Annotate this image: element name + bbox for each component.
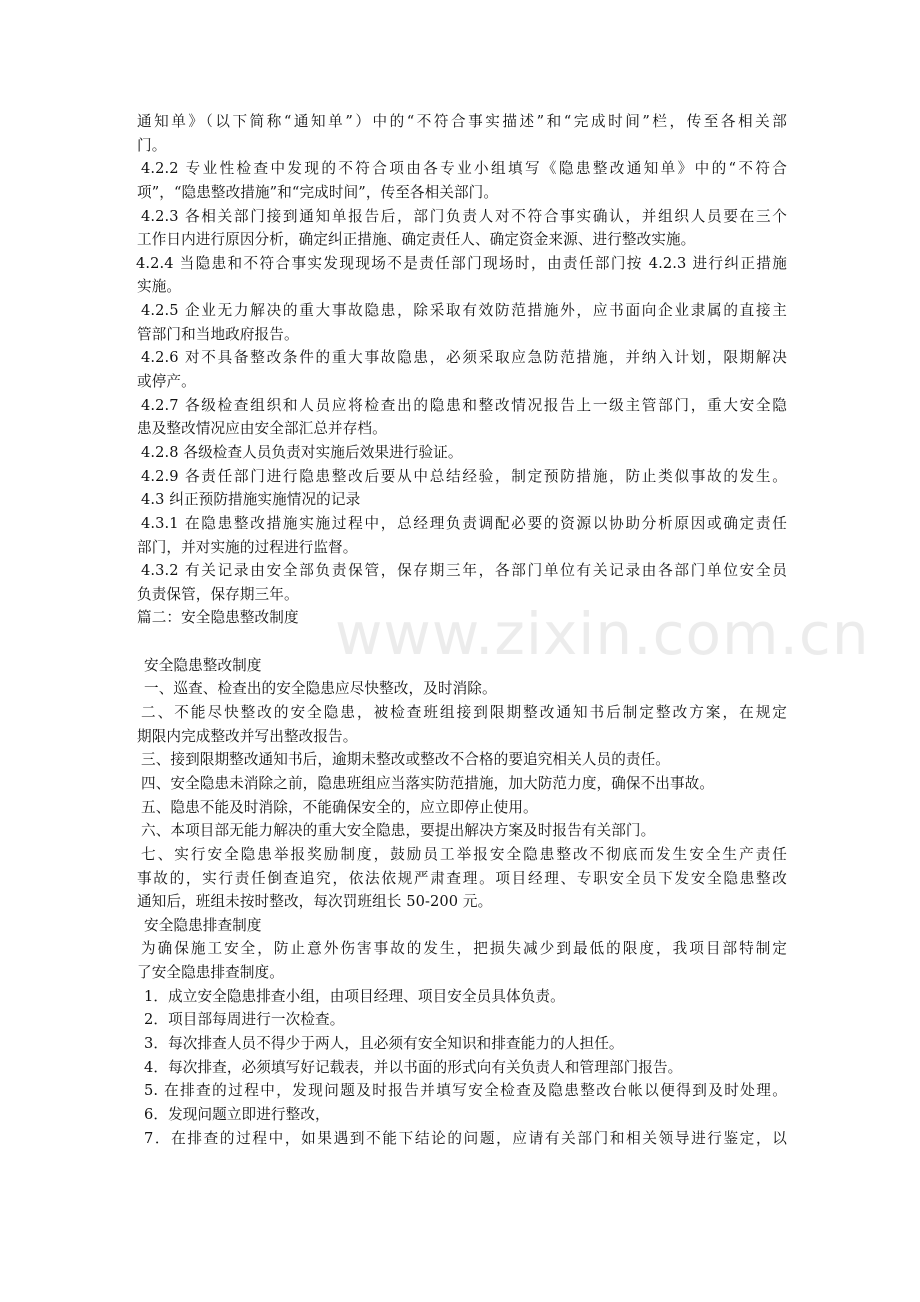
text-line: 门。: [137, 136, 167, 154]
blank-line: [137, 630, 787, 654]
text-line: 4.2.3 各相关部门接到通知单报告后，部门负责人对不符合事实确认，并组织人员要在三个: [141, 207, 787, 225]
text-line: 1．成立安全隐患排查小组，由项目经理、项目安全员具体负责。: [144, 987, 565, 1005]
text-line: 4.2.4 当隐患和不符合事实发现现场不是责任部门现场时，由责任部门按 4.2.3 进行纠正措施: [136, 254, 787, 272]
text-line: 3．每次排查人员不得少于两人，且必须有安全知识和排查能力的人担任。: [144, 1034, 624, 1052]
text-line: 通知单》（以下简称“通知单”）中的“不符合事实描述”和“完成时间”栏，传至各相关部: [137, 113, 787, 130]
text-line: 通知后，班组未按时整改，每次罚班组长 50-200 元。: [137, 893, 493, 911]
text-line: 项”，“隐患整改措施”和“完成时间”，传至各相关部门。: [137, 183, 499, 201]
text-line: 5. 在排查的过程中，发现问题及时报告并填写安全检查及隐患整改台帐以便得到及时处理。: [144, 1082, 787, 1100]
text-line: 4．每次排查，必须填写好记载表，并以书面的形式向有关负责人和管理部门报告。: [144, 1058, 683, 1076]
text-line: 期限内完成整改并写出整改报告。: [137, 727, 358, 745]
text-line: 事故的，实行责任倒查追究，依法依规严肃查理。项目经理、专职安全员下发安全隐患整改: [137, 869, 787, 887]
text-line: 为确保施工安全，防止意外伤害事故的发生，把损失减少到最低的限度，我项目部特制定: [141, 940, 787, 958]
text-line: 4.2.2 专业性检查中发现的不符合项由各专业小组填写《隐患整改通知单》中的“不符合: [141, 160, 787, 178]
text-line: 管部门和当地政府报告。: [137, 325, 299, 343]
text-line: 或停产。: [137, 373, 196, 391]
text-line: 六、本项目部无能力解决的重大安全隐患，要提出解决方案及时报告有关部门。: [141, 822, 656, 840]
text-line: 了安全隐患排查制度。: [137, 964, 284, 982]
text-line: 患及整改情况应由安全部汇总并存档。: [137, 420, 387, 438]
text-line: 三、接到限期整改通知书后，逾期未整改或整改不合格的要追究相关人员的责任。: [141, 751, 670, 769]
text-line: 二、不能尽快整改的安全隐患，被检查班组接到限期整改通知书后制定整改方案，在规定: [141, 704, 787, 722]
text-line: 4.3.1 在隐患整改措施实施过程中，总经理负责调配必要的资源以协助分析原因或确定责任: [141, 514, 787, 532]
watermark-text: www.zixin.com.cn: [335, 600, 870, 668]
text-line: 6．发现问题立即进行整改，: [144, 1105, 330, 1123]
text-line: 4.2.8 各级检查人员负责对实施后效果进行验证。: [141, 443, 463, 461]
text-line: 安全隐患整改制度: [144, 656, 262, 674]
text-line: 实施。: [137, 278, 182, 296]
text-line: 4.2.9 各责任部门进行隐患整改后要从中总结经验，制定预防措施，防止类似事故的发生。: [141, 467, 787, 485]
text-line: 4.2.7 各级检查组织和人员应将检查出的隐患和整改情况报告上一级主管部门，重大安全隐: [141, 396, 787, 414]
text-line: 篇二：安全隐患整改制度: [137, 609, 299, 627]
text-line: 工作日内进行原因分析，确定纠正措施、确定责任人、确定资金来源、进行整改实施。: [137, 231, 696, 249]
text-line: 2．项目部每周进行一次检查。: [144, 1011, 345, 1029]
text-line: 负责保管，保存期三年。: [137, 585, 299, 603]
text-line: 部门，并对实施的过程进行监督。: [137, 538, 358, 556]
text-line: 安全隐患排查制度: [144, 916, 262, 934]
text-line: 7．在排查的过程中，如果遇到不能下结论的问题，应请有关部门和相关领导进行鉴定，以: [144, 1129, 787, 1147]
document-body: [137, 110, 787, 1150]
text-line: 4.2.5 企业无力解决的重大事故隐患，除采取有效防范措施外，应书面向企业隶属的直接主: [141, 302, 787, 320]
text-line: 4.2.6 对不具备整改条件的重大事故隐患，必须采取应急防范措施，并纳入计划，限期解决: [141, 349, 787, 367]
text-line: 四、安全隐患未消除之前，隐患班组应当落实防范措施，加大防范力度，确保不出事故。: [141, 774, 715, 792]
text-line: 一、巡查、检查出的安全隐患应尽快整改，及时消除。: [144, 680, 497, 698]
text-line: 4.3.2 有关记录由安全部负责保管，保存期三年，各部门单位有关记录由各部门单位安全员: [141, 562, 787, 580]
text-line: 4.3 纠正预防措施实施情况的记录: [141, 491, 361, 509]
text-line: 七、实行安全隐患举报奖励制度，鼓励员工举报安全隐患整改不彻底而发生安全生产责任: [141, 845, 787, 863]
text-line: 五、隐患不能及时消除，不能确保安全的，应立即停止使用。: [141, 798, 538, 816]
